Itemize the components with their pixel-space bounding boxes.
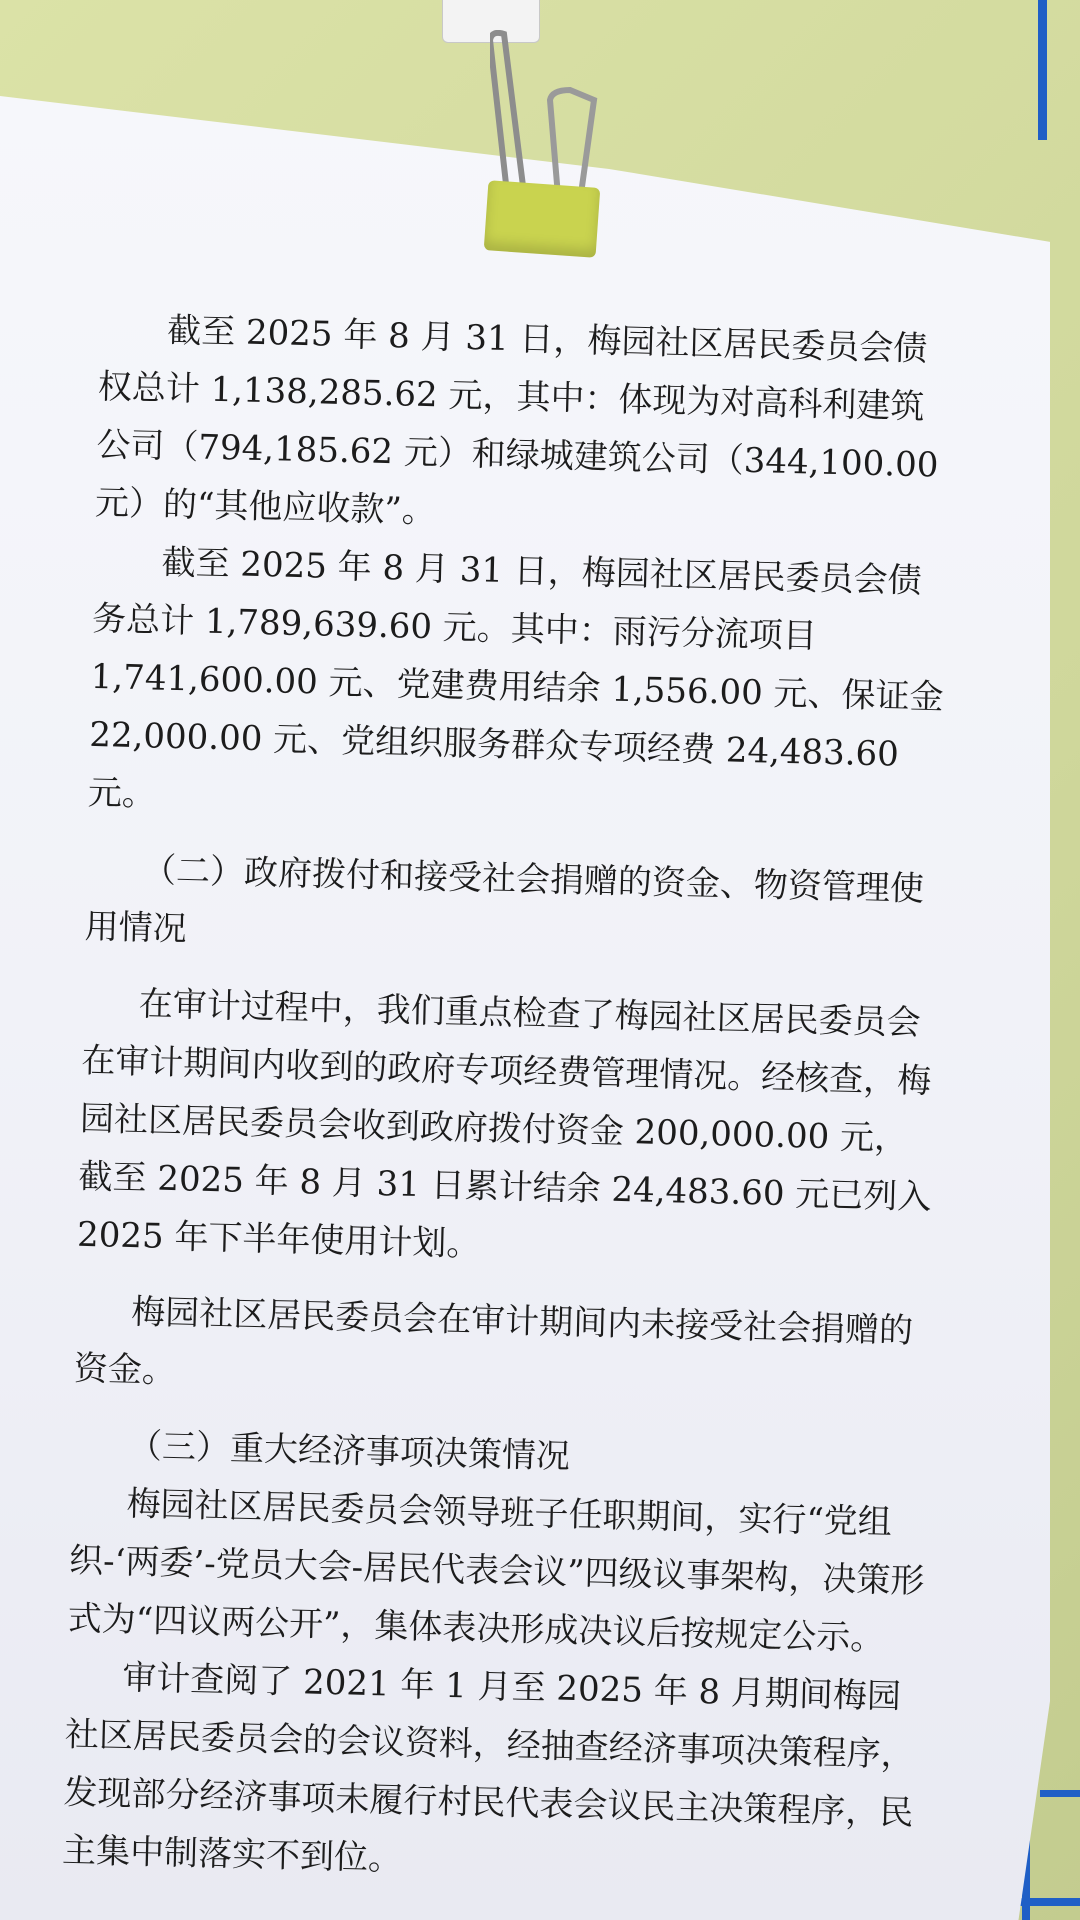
paragraph-claims: 截至 2025 年 8 月 31 日，梅园社区居民委员会债权总计 1,138,285.62 元，其中：体现为对高科利建筑公司（794,185.62 元）和绿城建筑公司（344,100.00 元）的“其他应收款”。 bbox=[94, 310, 939, 532]
blue-tape-stripe bbox=[1038, 0, 1047, 140]
paragraph-donations: 梅园社区居民委员会在审计期间内未接受社会捐赠的资金。 bbox=[73, 1292, 914, 1392]
paragraph-audit-findings: 审计查阅了 2021 年 1 月至 2025 年 8 月期间梅园社区居民委员会的会议资料，经抽查经济事项决策程序，发现部分经济事项未履行村民代表会议民主决策程序，民主集中制落实不到位。 bbox=[61, 1657, 916, 1879]
document-body bbox=[61, 300, 959, 1901]
paragraph-government-funds: 在审计过程中，我们重点检查了梅园社区居民委员会在审计期间内收到的政府专项经费管理情况。经核查，梅园社区居民委员会收到政府拨付资金 200,000.00 元，截至 2025 年 8 月 31 日累计结余 24,483.60 元已列入 2025 年下半年使用计划。 bbox=[76, 984, 932, 1265]
paragraph-decision-structure: 梅园社区居民委员会领导班子任职期间，实行“党组织-‘两委’-党员大会-居民代表会议”四级议事架构，决策形式为“四议两公开”，集体表决形成决议后按规定公示。 bbox=[67, 1484, 925, 1659]
paragraph-debts: 截至 2025 年 8 月 31 日，梅园社区居民委员会债务总计 1,789,639.60 元。其中：雨污分流项目 1,741,600.00 元、党建费用结余 1,556.00 元、保证金 22,000.00 元、党组织服务群众专项经费 24,483.60 元。 bbox=[87, 542, 944, 815]
binder-clip-icon bbox=[484, 180, 601, 258]
blue-tape-stripe bbox=[1040, 1790, 1080, 1797]
section-heading-government-funds: （二）政府拨付和接受社会捐赠的资金、物资管理使用情况 bbox=[84, 850, 925, 950]
section-heading-major-decisions: （三）重大经济事项决策情况 bbox=[127, 1426, 571, 1477]
